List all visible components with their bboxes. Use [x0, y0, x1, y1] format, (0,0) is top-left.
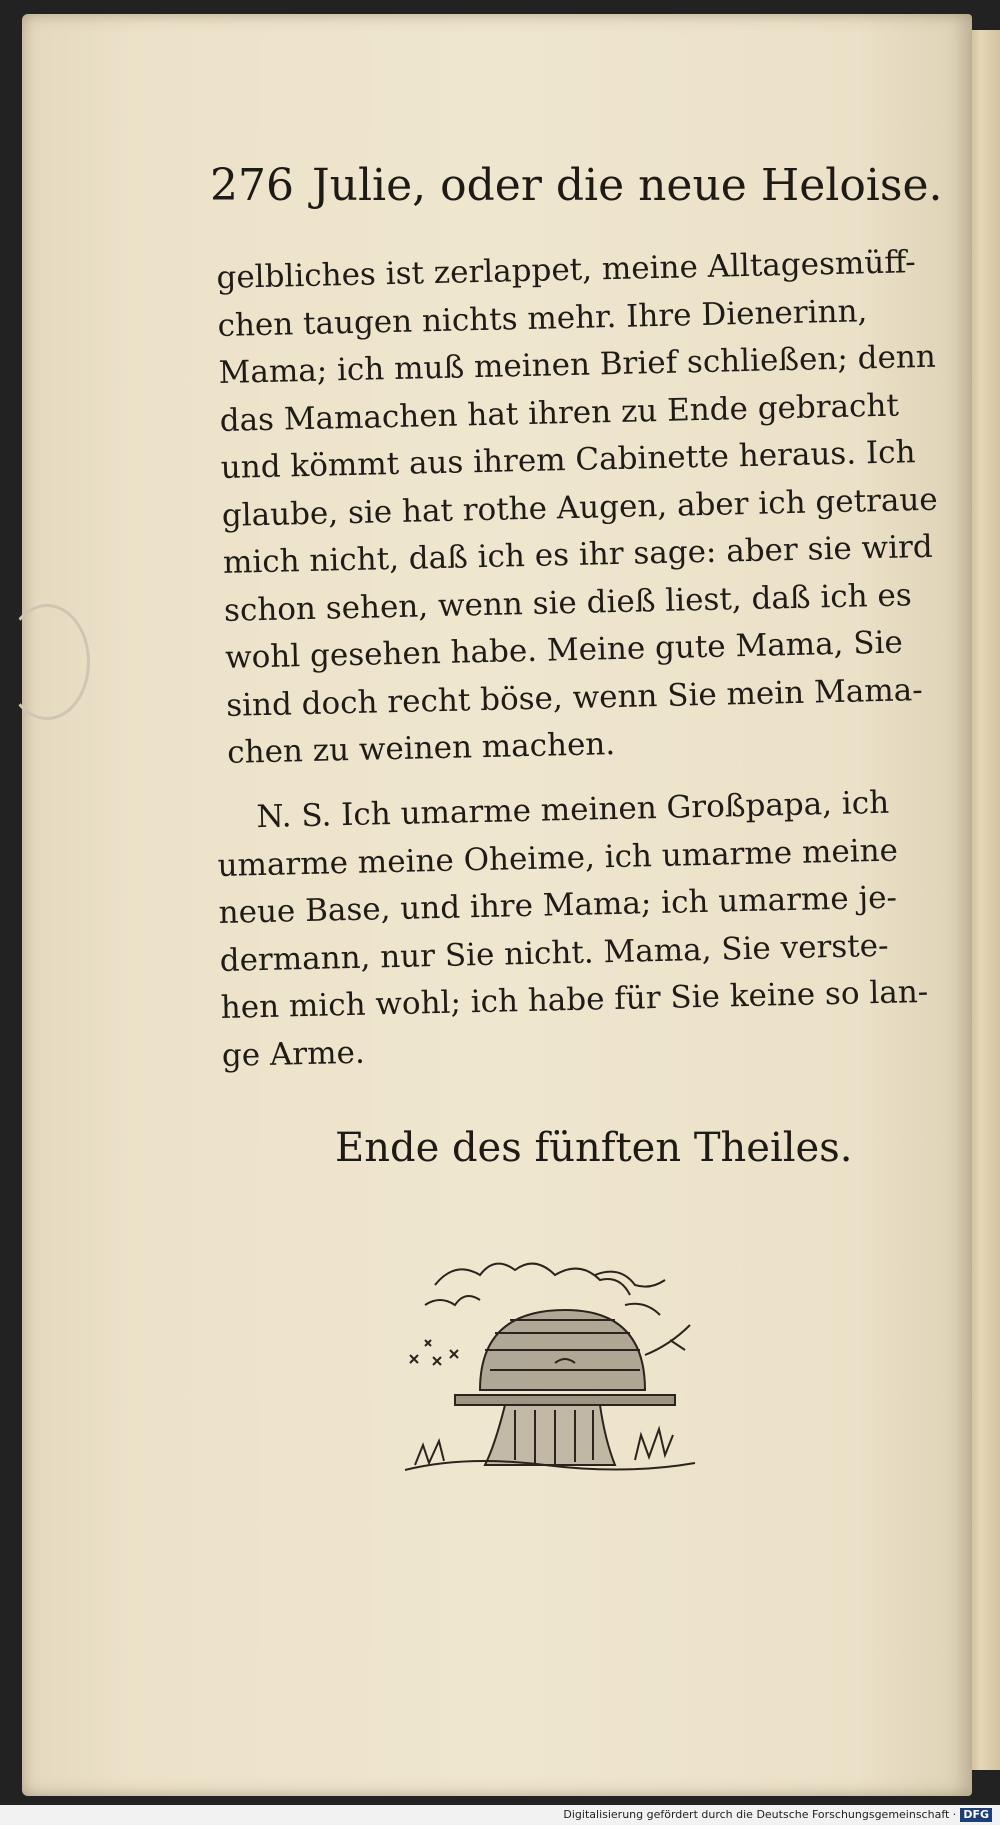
text-line: hen mich wohl; ich habe für Sie keine so lan- — [220, 973, 929, 1026]
letter-body — [216, 239, 939, 777]
digitization-credit — [0, 1805, 1000, 1825]
text-line: N. S. Ich umarme meinen Großpapa, ich — [256, 784, 890, 836]
next-page-edge — [968, 30, 1000, 1770]
text-line: und kömmt aus ihrem Cabinette heraus. Ich — [220, 434, 916, 486]
closing-line: Ende des fünften Theiles. — [335, 1125, 853, 1171]
text-line: wohl gesehen habe. Meine gute Mama, Sie — [224, 624, 904, 676]
text-line: mich nicht, daß ich es ihr sage: aber sie wird — [222, 528, 934, 581]
text-line: glaube, sie hat rothe Augen, aber ich getraue — [221, 481, 939, 534]
text-line: chen zu weinen machen. — [226, 726, 616, 771]
text-line: umarme meine Oheime, ich umarme meine — [217, 832, 899, 884]
binding-thread — [4, 604, 90, 720]
text-line: dermann, nur Sie nicht. Mama, Sie verste- — [219, 927, 889, 979]
dfg-logo: DFG — [960, 1808, 992, 1822]
text-line: neue Base, und ihre Mama; ich umarme je- — [218, 879, 898, 931]
text-line: schon sehen, wenn sie dieß liest, daß ich es — [223, 576, 913, 629]
page-header — [210, 160, 943, 230]
beehive-vignette-icon — [395, 1245, 705, 1485]
text-line: gelbliches ist zerlappet, meine Alltagesmüff- — [216, 244, 917, 296]
page-number: 276 — [210, 160, 294, 211]
credit-text: Digitalisierung gefördert durch die Deutsche Forschungsgemeinschaft · — [563, 1808, 957, 1821]
text-line: Mama; ich muß meinen Brief schließen; denn — [218, 338, 937, 391]
text-line: das Mamachen hat ihren zu Ende gebracht — [219, 387, 900, 439]
running-title: Julie, oder die neue Heloise. — [311, 160, 943, 211]
text-line: sind doch recht böse, wenn Sie mein Mama- — [225, 671, 923, 724]
text-line: ge Arme. — [221, 1034, 366, 1074]
text-line: chen taugen nichts mehr. Ihre Dienerinn, — [217, 292, 868, 344]
postscript — [216, 779, 929, 1080]
